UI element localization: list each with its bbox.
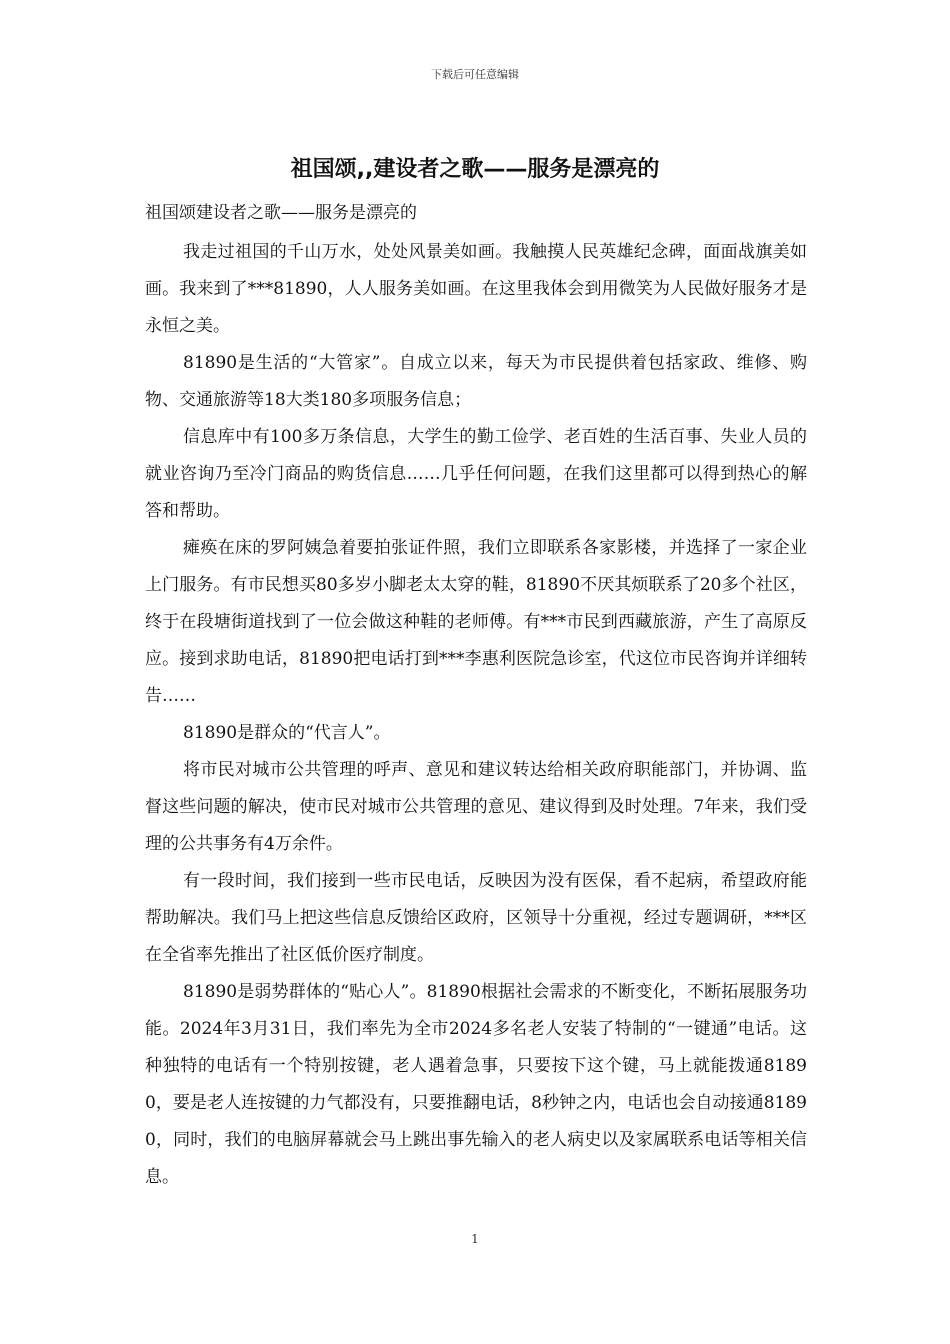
paragraph: 信息库中有100多万条信息，大学生的勤工俭学、老百姓的生活百事、失业人员的就业咨询乃至冷门商品的购货信息……几乎任何问题，在我们这里都可以得到热心的解答和帮助。 — [145, 427, 807, 521]
paragraph: 将市民对城市公共管理的呼声、意见和建议转达给相关政府职能部门，并协调、监督这些问题的解决，使市民对城市公共管理的意见、建议得到及时处理。7年来，我们受理的公共事务有4万余件。 — [145, 760, 807, 854]
paragraph: 81890是生活的“大管家”。自成立以来，每天为市民提供着包括家政、维修、购物、交通旅游等18大类180多项服务信息； — [145, 353, 807, 410]
paragraph: 有一段时间，我们接到一些市民电话，反映因为没有医保，看不起病，希望政府能帮助解决。我们马上把这些信息反馈给区政府，区领导十分重视，经过专题调研，***区在全省率先推出了社区低价医疗制度。 — [145, 871, 807, 965]
page-number: 1 — [471, 1232, 479, 1246]
header-note: 下载后可任意编辑 — [431, 68, 519, 81]
document-title: 祖国颂,,建设者之歌——服务是漂亮的 — [290, 157, 660, 182]
paragraph: 81890是群众的“代言人”。 — [183, 723, 391, 743]
document-subtitle: 祖国颂建设者之歌——服务是漂亮的 — [145, 203, 417, 223]
paragraph: 我走过祖国的千山万水，处处风景美如画。我触摸人民英雄纪念碑，面面战旗美如画。我来到了***81890，人人服务美如画。在这里我体会到用微笑为人民做好服务才是永恒之美。 — [145, 242, 807, 336]
paragraph: 瘫痪在床的罗阿姨急着要拍张证件照，我们立即联系各家影楼，并选择了一家企业上门服务。有市民想买80多岁小脚老太太穿的鞋，81890不厌其烦联系了20多个社区，终于在段塘街道找到了一位会做这种鞋的老师傅。有***市民到西藏旅游，产生了高原反应。接到求助电话，81890把电话打到***李惠利医院急诊室，代这位市民咨询并详细转告…… — [145, 538, 807, 706]
document-body — [145, 198, 807, 1196]
paragraph: 81890是弱势群体的“贴心人”。81890根据社会需求的不断变化，不断拓展服务功能。2024年3月31日，我们率先为全市2024多名老人安装了特制的“一键通”电话。这种独特的电话有一个特别按键，老人遇着急事，只要按下这个键，马上就能拨通81890，要是老人连按键的力气都没有，只要推翻电话，8秒钟之内，电话也会自动接通81890，同时，我们的电脑屏幕就会马上跳出事先输入的老人病史以及家属联系电话等相关信息。 — [145, 982, 807, 1187]
